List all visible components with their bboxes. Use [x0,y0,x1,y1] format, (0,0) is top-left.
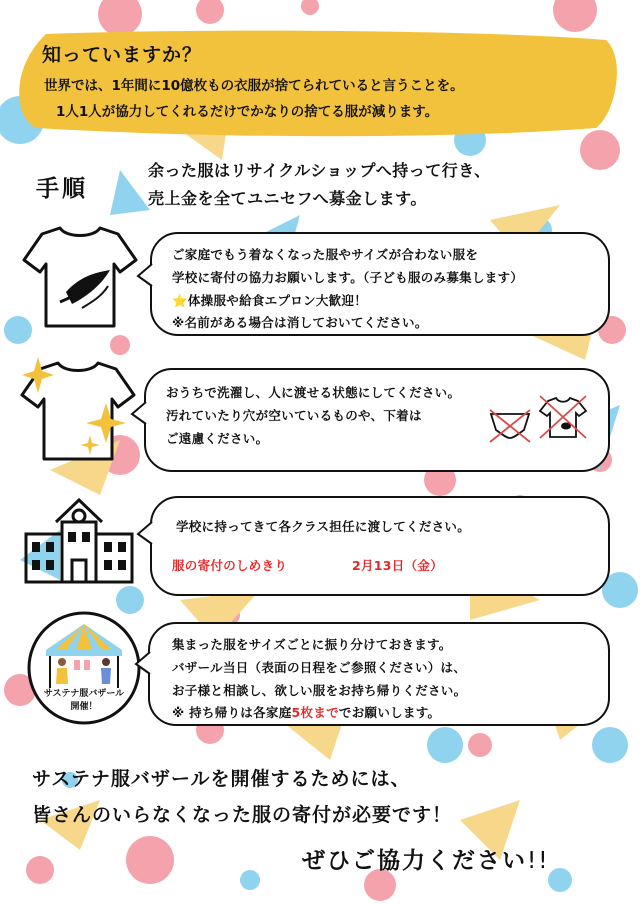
steps-title: 手順 [36,176,88,202]
step1-line-4: ※名前がある場合は消しておいてください。 [172,315,428,330]
call-to-action [302,842,549,875]
no-underwear-icon [488,408,532,444]
step4-bubble-tail [134,650,154,676]
step2-line-2: 汚れていたり穴が空いているものや、下着は [166,408,422,423]
tshirt-clean-icon [16,355,136,465]
deadline-label: 服の寄付のしめきり [172,558,288,573]
bottom-line-1: サステナ服バザールを開催するためには、 [32,768,411,790]
step1-line-1: ご家庭でもう着なくなった服やサイズが合わない服を [172,247,479,262]
no-damaged-shirt-icon [538,394,588,440]
step4-limit: 5枚まで [291,705,339,720]
step2-bubble-tail [130,400,150,426]
step2-line-3: ご遠慮ください。 [166,431,269,446]
school-building-icon [22,492,136,584]
step2-line-1: おうちで洗濯し、人に渡せる状態にしてください。 [166,385,461,400]
steps-desc-line-1: 余った服はリサイクルショップへ持って行き、 [148,161,491,180]
step4-line-4a: ※ 持ち帰りは各家庭 [172,705,292,720]
step1-line-3: 体操服や給食エプロン大歓迎！ [187,293,368,308]
banner-title: 知っていますか？ [42,44,203,66]
cta-text: ぜひご協力ください [302,848,527,874]
step1-line-2: 学校に寄付の協力お願いします。（子ども服のみ募集します） [172,270,524,285]
cta-exclamation: !! [527,848,550,874]
bazaar-badge-line-1: サステナ服バザール [43,689,125,699]
banner-line-1: 世界では、1年間に10億枚もの衣服が捨てられていると言うことを。 [44,78,464,94]
step4-line-3: お子様と相談し、欲しい服をお持ち帰りください。 [172,683,467,698]
step4-line-1: 集まった服をサイズごとに振り分けておきます。 [172,637,452,652]
step3-bubble-tail [136,520,156,546]
banner-line-2: 1人1人が協力してくれるだけでかなりの捨てる服が減ります。 [56,104,439,120]
bazaar-badge-line-2: 開催！ [70,702,98,712]
step3-bubble [150,496,610,596]
step3-line-1: 学校に持ってきて各クラス担任に渡してください。 [176,519,471,534]
steps-desc-line-2: 売上金を全てユニセフへ募金します。 [148,189,427,208]
step1-bubble-tail [136,262,156,288]
deadline-date: 2月13日（金） [352,558,443,573]
bottom-line-2: 皆さんのいらなくなった服の寄付が必要です！ [32,804,453,826]
tshirt-dirty-icon [22,222,138,332]
star-icon: ⭐ [172,293,188,308]
step4-line-2: バザール当日（表面の日程をご参照ください）は、 [172,660,467,675]
step4-line-4c: でお願いします。 [338,705,441,720]
